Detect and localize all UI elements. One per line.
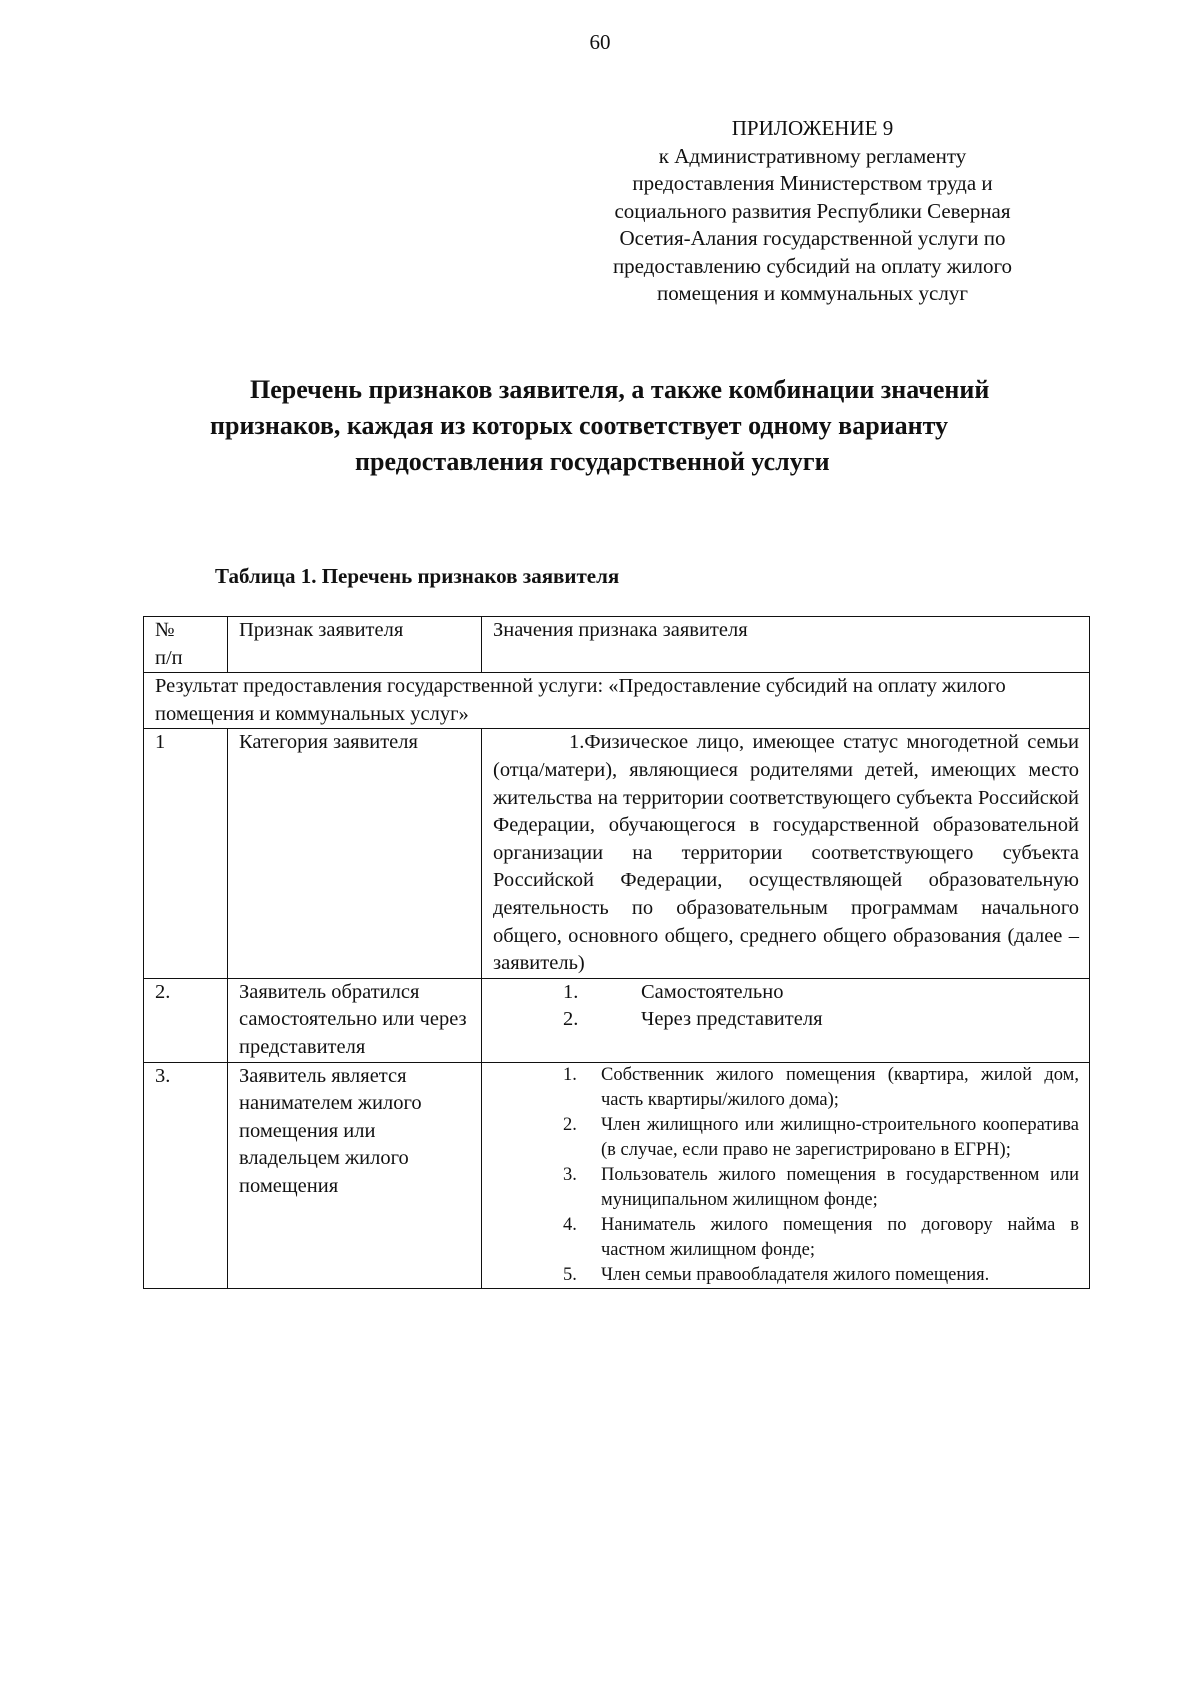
- value-text: 1.Физическое лицо, имеющее статус многодетной семьи (отца/матери), являющиеся родителями детей, имеющих место жительства на территории соответствующего субъекта Российской Федерации, обучающегося в государственной образовательной организации на территории соответствующего субъекта Российской Федерации, осуществляющей образовательную деятельность по образовательным программам начального общего, основного общего, среднего общего образования (далее – заявитель): [493, 731, 1079, 975]
- list-item-number: 1.: [563, 1064, 577, 1085]
- list-item: [493, 1263, 1079, 1288]
- list-item-number: 3.: [563, 1164, 577, 1185]
- header-values: Значения признака заявителя: [482, 617, 1090, 673]
- list-item: [493, 1213, 1079, 1263]
- list-item-number: 2.: [563, 1008, 579, 1031]
- list-item: [493, 1006, 1079, 1034]
- result-cell: Результат предоставления государственной услуги: «Предоставление субсидий на оплату жилого помещения и коммунальных услуг»: [144, 673, 1090, 729]
- table-header-row: [144, 617, 1090, 673]
- title-line: признаков, каждая из которых соответствует одному варианту: [210, 411, 949, 440]
- values-list: [493, 1063, 1079, 1288]
- list-item-number: 5.: [563, 1264, 577, 1285]
- row-feature: Заявитель является нанимателем жилого помещения или владельцем жилого помещения: [228, 1062, 482, 1288]
- list-item-number: 2.: [563, 1114, 577, 1135]
- list-item-text: Член семьи правообладателя жилого помещения.: [601, 1264, 990, 1285]
- table-row: [144, 978, 1090, 1062]
- values-list: [493, 979, 1079, 1034]
- list-item-text: Пользователь жилого помещения в государственном или муниципальном жилищном фонде;: [601, 1164, 1079, 1210]
- result-row: [144, 673, 1090, 729]
- list-item-text: Наниматель жилого помещения по договору найма в частном жилищном фонде;: [601, 1214, 1079, 1260]
- table-row: [144, 1062, 1090, 1288]
- appendix-line: социального развития Республики Северная: [614, 198, 1011, 223]
- appendix-line: предоставлению субсидий на оплату жилого: [612, 253, 1013, 278]
- table-row: [144, 729, 1090, 978]
- header-num-symbol: №: [155, 619, 175, 641]
- appendix-line: помещения и коммунальных услуг: [657, 281, 968, 305]
- row-values: [482, 729, 1090, 978]
- title-line: предоставления государственной услуги: [355, 447, 830, 476]
- title-line: Перечень признаков заявителя, а также комбинации значений: [250, 375, 990, 404]
- features-table: [143, 616, 1090, 1289]
- appendix-header: [570, 115, 1055, 308]
- header-feature: Признак заявителя: [228, 617, 482, 673]
- appendix-line: к Административному регламенту: [658, 143, 967, 168]
- list-item: [493, 1163, 1079, 1213]
- row-values: [482, 978, 1090, 1062]
- document-title: [150, 372, 1070, 480]
- row-feature: Заявитель обратился самостоятельно или через представителя: [228, 978, 482, 1062]
- row-num: 3.: [144, 1062, 228, 1288]
- list-item-text: Самостоятельно: [641, 980, 784, 1003]
- list-item: [493, 979, 1079, 1007]
- list-item: [493, 1113, 1079, 1163]
- row-num: 1: [144, 729, 228, 978]
- appendix-line: предоставления Министерством труда и: [632, 171, 993, 195]
- table-caption: Таблица 1. Перечень признаков заявителя: [215, 564, 620, 588]
- list-item-text: Член жилищного или жилищно-строительного кооператива (в случае, если право не зарегистрировано в ЕГРН);: [601, 1114, 1079, 1160]
- list-item: [493, 1063, 1079, 1113]
- list-item-text: Собственник жилого помещения (квартира, жилой дом, часть квартиры/жилого дома);: [601, 1064, 1079, 1110]
- header-num: [144, 617, 228, 673]
- row-num: 2.: [144, 978, 228, 1062]
- row-feature: Категория заявителя: [228, 729, 482, 978]
- appendix-line: Осетия-Алания государственной услуги по: [619, 226, 1006, 250]
- appendix-line: ПРИЛОЖЕНИЕ 9: [731, 116, 894, 140]
- list-item-number: 4.: [563, 1214, 577, 1235]
- list-item-number: 1.: [563, 980, 579, 1003]
- page-number: 60: [589, 30, 611, 54]
- list-item-text: Через представителя: [641, 1008, 823, 1031]
- row-values: [482, 1062, 1090, 1288]
- header-num-abbr: п/п: [155, 646, 183, 669]
